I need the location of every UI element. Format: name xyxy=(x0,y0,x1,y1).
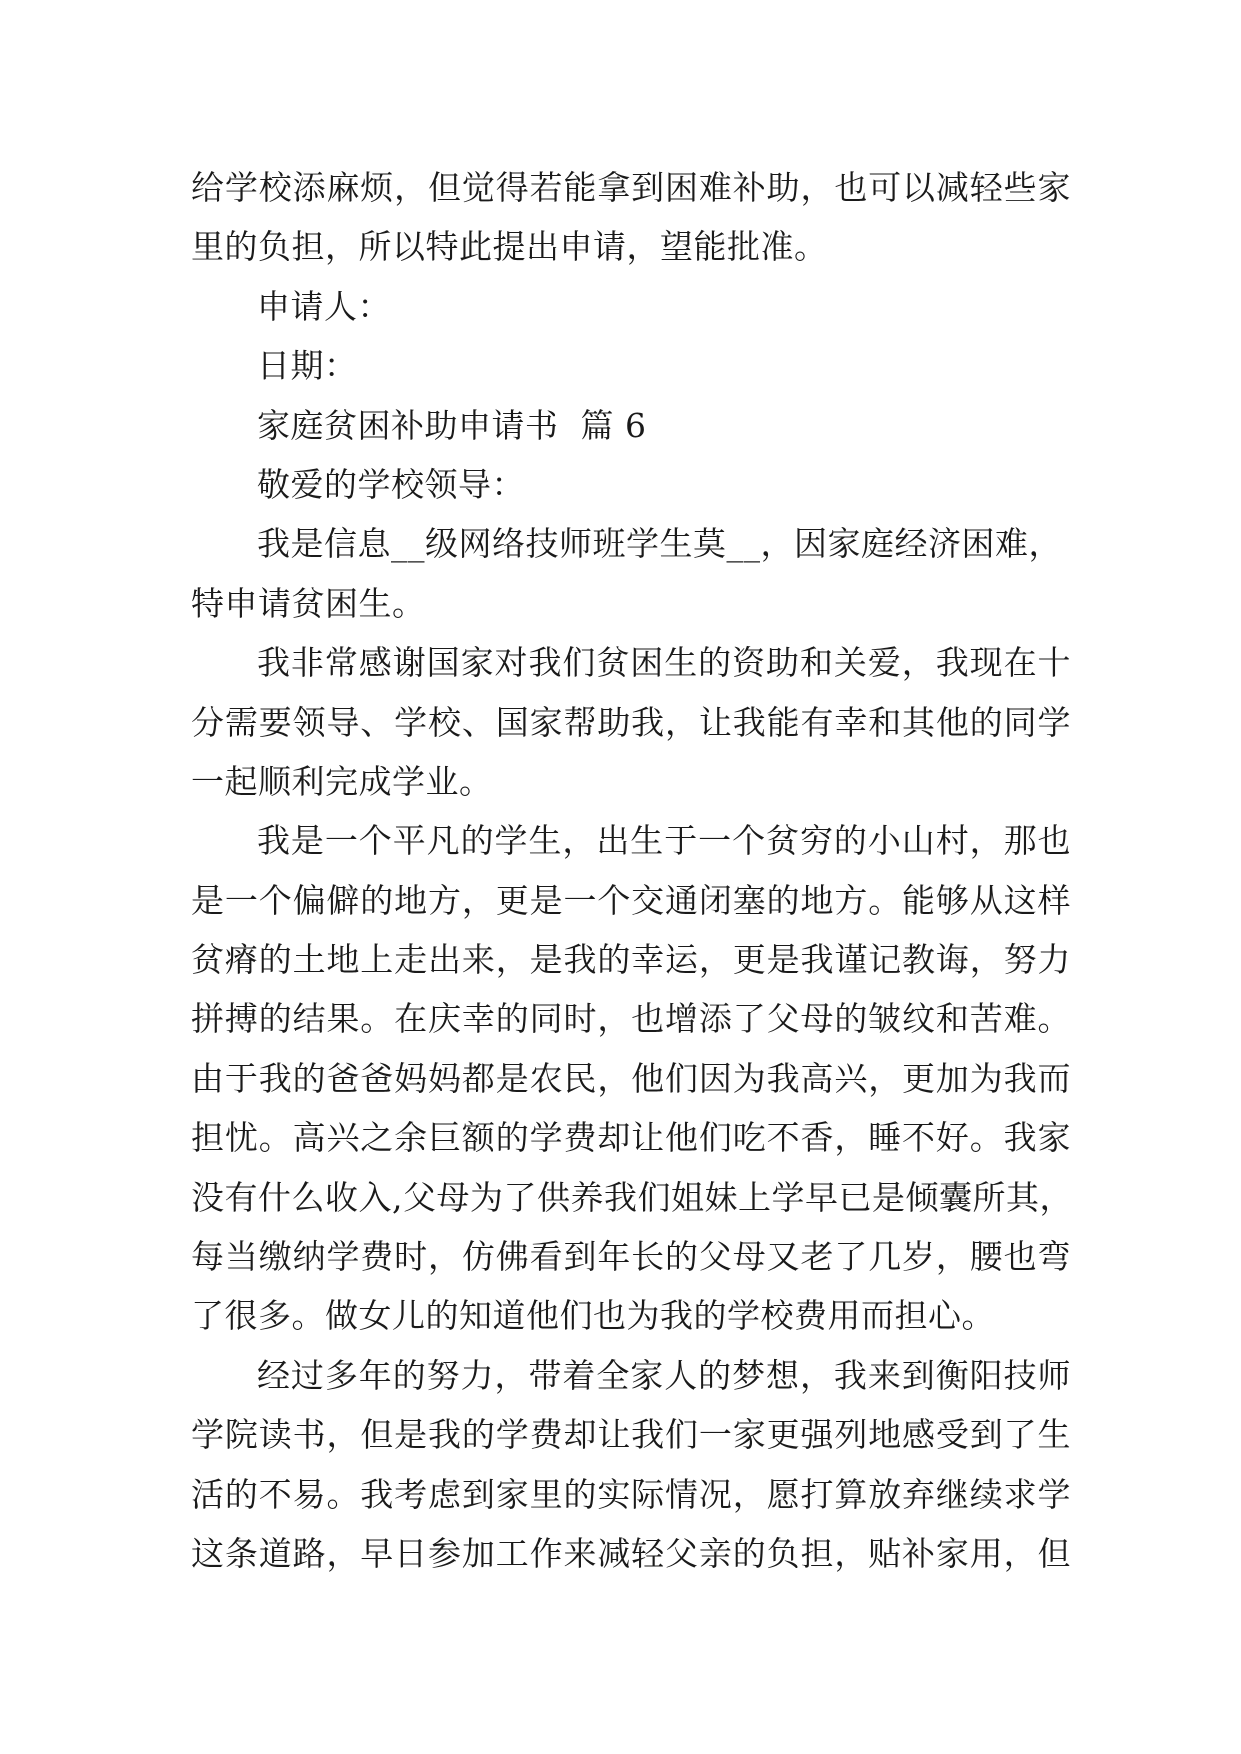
paragraph-line: 我是信息__级网络技师班学生莫__，因家庭经济困难， xyxy=(257,524,1062,564)
paragraph-line: 经过多年的努力，带着全家人的梦想，我来到衡阳技师 xyxy=(257,1355,1071,1395)
paragraph-line: 给学校添麻烦，但觉得若能拿到困难补助，也可以减轻些家 xyxy=(191,168,1071,207)
date-label: 日期： xyxy=(257,346,358,386)
paragraph-line: 每当缴纳学费时，仿佛看到年长的父母又老了几岁，腰也弯 xyxy=(191,1237,1071,1277)
paragraph-line: 我是一个平凡的学生，出生于一个贫穷的小山村，那也 xyxy=(257,821,1071,861)
paragraph-line: 贫瘠的土地上走出来，是我的幸运，更是我谨记教诲，努力 xyxy=(191,940,1071,980)
document-body xyxy=(191,158,1071,1583)
applicant-label: 申请人： xyxy=(257,286,391,326)
paragraph-line: 担忧。高兴之余巨额的学费却让他们吃不香，睡不好。我家 xyxy=(191,1118,1071,1158)
paragraph-line: 特申请贫困生。 xyxy=(191,583,426,623)
salutation: 敬爱的学校领导： xyxy=(257,464,525,504)
paragraph-line: 没有什么收入,父母为了供养我们姐妹上学早已是倾囊所其， xyxy=(191,1177,1073,1217)
paragraph-line: 一起顺利完成学业。 xyxy=(191,761,493,801)
paragraph-line: 是一个偏僻的地方，更是一个交通闭塞的地方。能够从这样 xyxy=(191,880,1071,920)
paragraph-line: 了很多。做女儿的知道他们也为我的学校费用而担心。 xyxy=(191,1296,995,1336)
paragraph-line: 活的不易。我考虑到家里的实际情况，愿打算放弃继续求学 xyxy=(191,1474,1071,1514)
paragraph-line: 这条道路，早日参加工作来减轻父亲的负担，贴补家用，但 xyxy=(191,1533,1071,1573)
paragraph-line: 由于我的爸爸妈妈都是农民，他们因为我高兴，更加为我而 xyxy=(191,1058,1071,1098)
paragraph-line: 我非常感谢国家对我们贫困生的资助和关爱，我现在十 xyxy=(257,643,1071,683)
paragraph-line: 拼搏的结果。在庆幸的同时，也增添了父母的皱纹和苦难。 xyxy=(191,999,1071,1039)
section-title: 家庭贫困补助申请书 篇 6 xyxy=(257,405,647,445)
paragraph-line: 学院读书，但是我的学费却让我们一家更强列地感受到了生 xyxy=(191,1415,1071,1455)
paragraph-line: 里的负担，所以特此提出申请，望能批准。 xyxy=(191,227,828,267)
paragraph-line: 分需要领导、学校、国家帮助我，让我能有幸和其他的同学 xyxy=(191,702,1071,742)
